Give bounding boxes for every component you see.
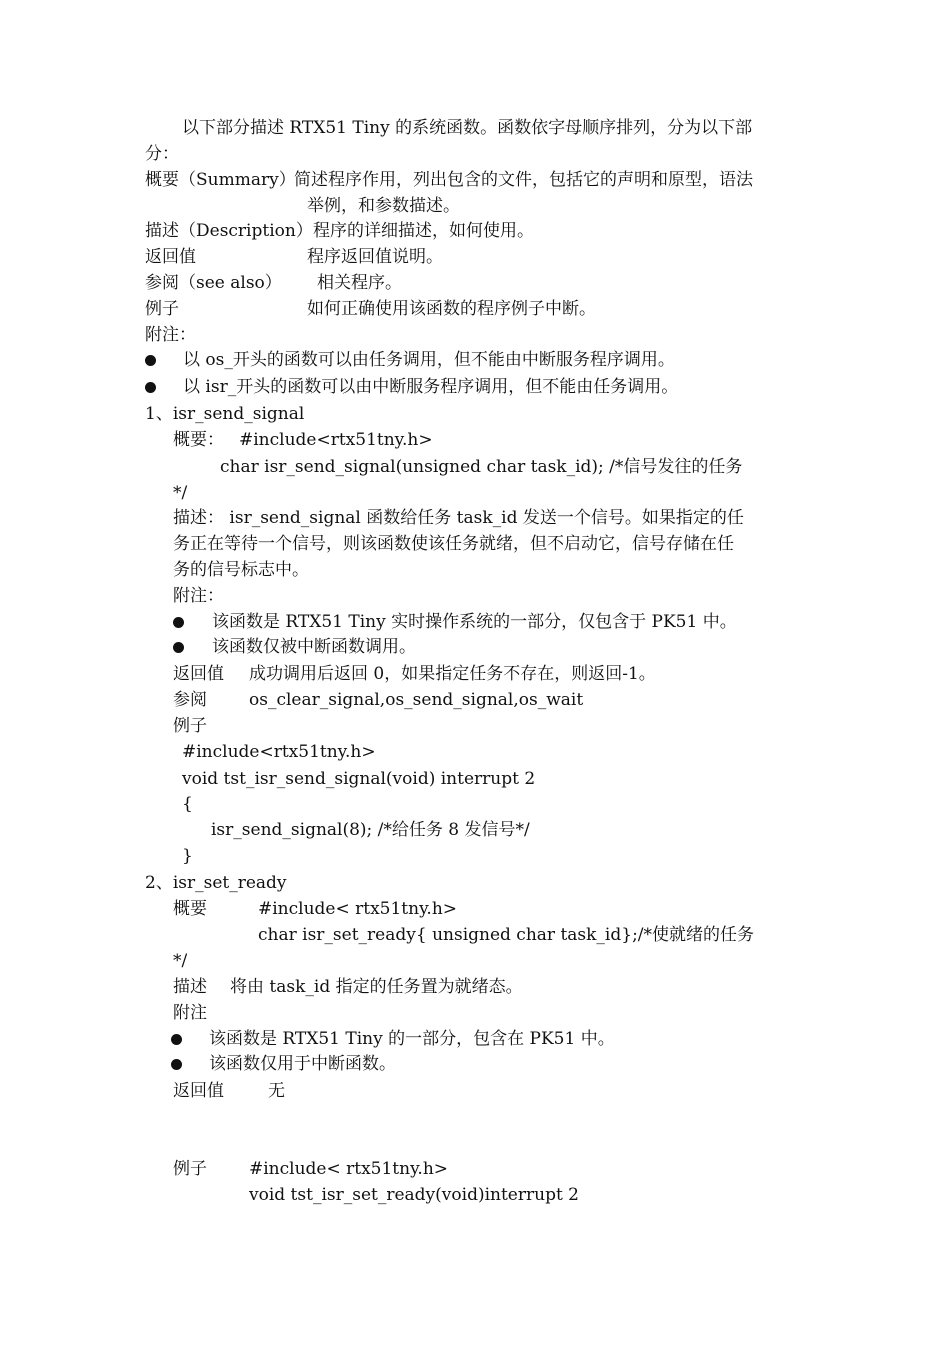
func1-seealso-text: os_clear_signal,os_send_signal,os_wait xyxy=(249,690,584,710)
func1-code-line: } xyxy=(182,846,193,866)
func1-desc-3: 务的信号标志中。 xyxy=(173,560,309,580)
summary-text-1: 简述程序作用，列出包含的文件，包括它的声明和原型，语法 xyxy=(294,170,753,190)
func1-seealso-label: 参阅 xyxy=(173,690,207,710)
func2-example-include: #include< rtx51tny.h> xyxy=(249,1159,449,1179)
summary-text-2: 举例，和参数描述。 xyxy=(307,196,460,216)
summary-label: 概要（Summary） xyxy=(145,170,296,190)
func1-code-line: #include<rtx51tny.h> xyxy=(182,742,376,762)
func1-prototype: char isr_send_signal(unsigned char task_id); /*信号发往的任务 xyxy=(220,457,743,477)
func2-summary-label: 概要 xyxy=(173,899,207,919)
func2-example-label: 例子 xyxy=(173,1159,207,1179)
intro-line-1: 以下部分描述 RTX51 Tiny 的系统函数。函数依字母顺序排列，分为以下部 xyxy=(182,118,753,138)
bullet-icon xyxy=(171,1034,182,1045)
func2-example-line: void tst_isr_set_ready(void)interrupt 2 xyxy=(249,1185,579,1205)
func1-include: #include<rtx51tny.h> xyxy=(239,430,433,450)
func1-code-line: { xyxy=(182,794,193,814)
return-text: 程序返回值说明。 xyxy=(307,247,443,267)
bullet-icon xyxy=(173,642,184,653)
func1-return-label: 返回值 xyxy=(173,664,224,684)
bullet-icon xyxy=(145,355,156,366)
func1-note-label: 附注： xyxy=(173,586,224,606)
note-item: 以 os_开头的函数可以由任务调用，但不能由中断服务程序调用。 xyxy=(183,350,675,370)
seealso-text: 相关程序。 xyxy=(317,273,402,293)
example-label: 例子 xyxy=(145,299,179,319)
func2-prototype-end: */ xyxy=(173,951,188,971)
func1-desc-2: 务正在等待一个信号，则该函数使该任务就绪，但不启动它，信号存储在任 xyxy=(173,534,734,554)
func2-note-label: 附注 xyxy=(173,1003,207,1023)
func1-prototype-end: */ xyxy=(173,483,188,503)
func1-note-item: 该函数仅被中断函数调用。 xyxy=(212,637,416,657)
func2-return-label: 返回值 xyxy=(173,1081,224,1101)
note-item: 以 isr_开头的函数可以由中断服务程序调用，但不能由任务调用。 xyxy=(183,377,679,397)
func1-example-label: 例子 xyxy=(173,716,207,736)
func1-summary-label: 概要： xyxy=(173,430,224,450)
func2-heading: 2、isr_set_ready xyxy=(145,873,287,893)
bullet-icon xyxy=(171,1059,182,1070)
description-text: 程序的详细描述，如何使用。 xyxy=(313,221,534,241)
func2-note-item: 该函数是 RTX51 Tiny 的一部分，包含在 PK51 中。 xyxy=(209,1029,615,1049)
func2-note-item: 该函数仅用于中断函数。 xyxy=(209,1054,396,1074)
seealso-label: 参阅（see also） xyxy=(145,273,282,293)
func1-code-line: isr_send_signal(8); /*给任务 8 发信号*/ xyxy=(211,820,530,840)
func2-desc-text: 将由 task_id 指定的任务置为就绪态。 xyxy=(230,977,523,997)
func2-desc-label: 描述 xyxy=(173,977,207,997)
func1-desc-1: 描述： isr_send_signal 函数给任务 task_id 发送一个信号。如果指定的任 xyxy=(173,508,744,528)
func1-heading: 1、isr_send_signal xyxy=(145,404,305,424)
bullet-icon xyxy=(173,617,184,628)
example-text: 如何正确使用该函数的程序例子中断。 xyxy=(307,299,596,319)
func1-code-line: void tst_isr_send_signal(void) interrupt 2 xyxy=(182,769,536,789)
func1-return-text: 成功调用后返回 0，如果指定任务不存在，则返回-1。 xyxy=(249,664,656,684)
func2-prototype: char isr_set_ready{ unsigned char task_id};/*使就绪的任务 xyxy=(258,925,755,945)
func1-note-item: 该函数是 RTX51 Tiny 实时操作系统的一部分，仅包含于 PK51 中。 xyxy=(212,612,737,632)
func2-return-text: 无 xyxy=(268,1081,285,1101)
func2-include: #include< rtx51tny.h> xyxy=(258,899,458,919)
intro-line-2: 分： xyxy=(145,144,179,164)
bullet-icon xyxy=(145,382,156,393)
return-label: 返回值 xyxy=(145,247,196,267)
description-label: 描述（Description） xyxy=(145,221,313,241)
note-label: 附注： xyxy=(145,325,196,345)
